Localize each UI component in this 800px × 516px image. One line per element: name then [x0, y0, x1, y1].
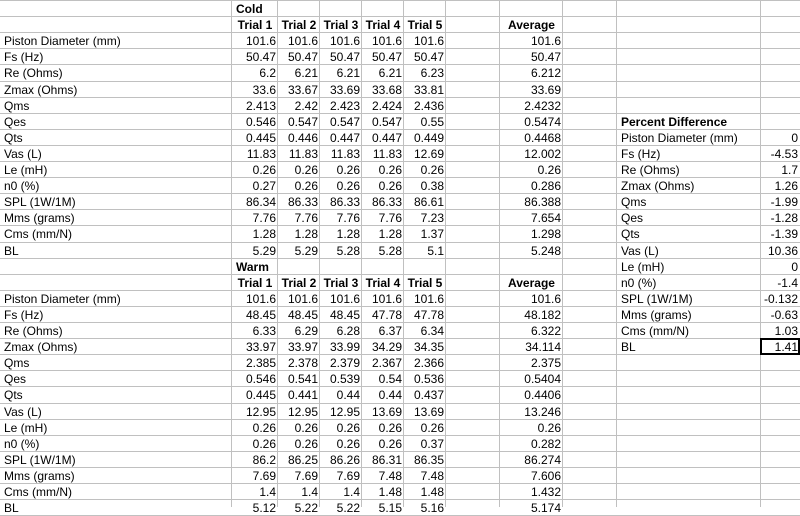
warm-cell[interactable]: 5.16	[420, 501, 444, 515]
warm-cell[interactable]: 0.437	[413, 388, 444, 402]
warm-cell[interactable]: 0.44	[336, 388, 360, 402]
cold-cell[interactable]: 11.83	[330, 147, 360, 161]
percent-difference-value[interactable]: 1.41	[774, 340, 798, 354]
cold-cell[interactable]: 6.21	[336, 66, 360, 80]
cold-cell[interactable]: 0.547	[371, 115, 402, 129]
warm-cell[interactable]: 1.4	[343, 485, 360, 499]
cold-row-label: Zmax (Ohms)	[4, 83, 78, 97]
warm-cell[interactable]: 12.95	[245, 405, 276, 419]
cold-cell[interactable]: 50.47	[245, 50, 276, 64]
warm-cell[interactable]: 0.26	[336, 421, 360, 435]
percent-difference-value[interactable]: 1.7	[781, 163, 798, 177]
cold-cell[interactable]: 6.21	[294, 66, 318, 80]
cold-cell[interactable]: 0.27	[252, 179, 276, 193]
warm-cell[interactable]: 2.366	[413, 356, 444, 370]
cold-cell[interactable]: 6.2	[259, 66, 276, 80]
cold-average-cell[interactable]: 86.388	[524, 195, 561, 209]
warm-row-label: Zmax (Ohms)	[4, 340, 78, 354]
warm-cell[interactable]: 86.31	[371, 453, 402, 467]
warm-cell[interactable]: 0.37	[420, 437, 444, 451]
warm-row-label: Qts	[4, 388, 23, 402]
cold-average-cell[interactable]: 0.26	[537, 163, 561, 177]
cold-average-cell[interactable]: 0.286	[530, 179, 561, 193]
cold-cell[interactable]: 1.37	[420, 227, 444, 241]
warm-row-label: Cms (mm/N)	[4, 485, 72, 499]
warm-row-label: Mms (grams)	[4, 469, 75, 483]
cold-average-header: Average	[508, 18, 555, 32]
percent-difference-label: Fs (Hz)	[621, 147, 661, 161]
cold-cell[interactable]: 50.47	[413, 50, 444, 64]
warm-cell[interactable]: 34.29	[371, 340, 402, 354]
warm-cell[interactable]: 2.367	[371, 356, 402, 370]
cold-average-cell[interactable]: 1.298	[530, 227, 561, 241]
cold-average-cell[interactable]: 5.248	[530, 244, 561, 258]
warm-row-label: BL	[4, 501, 19, 515]
warm-row-label: Qes	[4, 372, 27, 386]
percent-difference-value[interactable]: 0	[791, 131, 798, 145]
warm-cell[interactable]: 13.69	[413, 405, 444, 419]
percent-difference-label: Qts	[621, 227, 640, 241]
cold-cell[interactable]: 2.424	[371, 99, 402, 113]
cold-cell[interactable]: 0.26	[336, 179, 360, 193]
warm-cell[interactable]: 86.25	[287, 453, 318, 467]
cold-cell[interactable]: 86.61	[413, 195, 444, 209]
cold-average-cell[interactable]: 33.69	[530, 83, 561, 97]
warm-average-cell[interactable]: 34.114	[525, 340, 561, 354]
warm-average-cell[interactable]: 2.375	[530, 356, 561, 370]
percent-difference-label: Piston Diameter (mm)	[621, 131, 738, 145]
cold-cell[interactable]: 101.6	[413, 34, 444, 48]
percent-difference-value[interactable]: 10.36	[767, 244, 798, 258]
cold-row-label: SPL (1W/1M)	[4, 195, 76, 209]
warm-cell[interactable]: 1.4	[259, 485, 276, 499]
warm-cell[interactable]: 48.45	[245, 308, 276, 322]
warm-cell[interactable]: 0.26	[294, 437, 318, 451]
warm-title: Warm	[236, 260, 269, 274]
warm-cell[interactable]: 0.26	[252, 437, 276, 451]
cold-cell[interactable]: 7.76	[294, 211, 318, 225]
warm-row-label: Re (Ohms)	[4, 324, 63, 338]
cold-cell[interactable]: 86.33	[329, 195, 360, 209]
warm-cell[interactable]: 7.69	[252, 469, 276, 483]
warm-cell[interactable]: 5.15	[378, 501, 402, 515]
warm-average-cell[interactable]: 86.274	[524, 453, 561, 467]
cold-row-label: Cms (mm/N)	[4, 227, 72, 241]
cold-cell[interactable]: 0.26	[294, 163, 318, 177]
cold-cell[interactable]: 1.28	[378, 227, 402, 241]
warm-average-cell[interactable]: 6.322	[530, 324, 561, 338]
warm-cell[interactable]: 6.37	[378, 324, 402, 338]
warm-average-cell[interactable]: 48.182	[524, 308, 561, 322]
cold-average-cell[interactable]: 101.6	[530, 34, 561, 48]
warm-cell[interactable]: 86.35	[413, 453, 444, 467]
warm-cell[interactable]: 2.378	[287, 356, 318, 370]
cold-title: Cold	[236, 2, 263, 16]
cold-cell[interactable]: 86.34	[245, 195, 276, 209]
warm-cell[interactable]: 0.445	[245, 388, 276, 402]
cold-average-cell[interactable]: 2.4232	[524, 99, 561, 113]
cold-cell[interactable]: 86.33	[371, 195, 402, 209]
warm-average-cell[interactable]: 7.606	[530, 469, 561, 483]
percent-difference-value[interactable]: -1.99	[770, 195, 798, 209]
cold-cell[interactable]: 2.436	[413, 99, 444, 113]
cold-cell[interactable]: 0.26	[336, 163, 360, 177]
cold-cell[interactable]: 5.28	[378, 244, 402, 258]
cold-average-cell[interactable]: 12.002	[524, 147, 561, 161]
percent-difference-label: SPL (1W/1M)	[621, 292, 693, 306]
cold-row-label: Le (mH)	[4, 163, 48, 177]
cold-cell[interactable]: 0.38	[420, 179, 444, 193]
percent-difference-value[interactable]: -1.28	[770, 211, 798, 225]
cold-average-cell[interactable]: 6.212	[530, 66, 561, 80]
warm-cell[interactable]: 0.44	[378, 388, 402, 402]
cold-cell[interactable]: 0.445	[245, 131, 276, 145]
warm-cell[interactable]: 2.379	[329, 356, 360, 370]
percent-difference-title: Percent Difference	[621, 115, 728, 129]
warm-average-cell[interactable]: 101.6	[530, 292, 561, 306]
cold-cell[interactable]: 6.23	[420, 66, 444, 80]
cold-cell[interactable]: 5.1	[427, 244, 444, 258]
cold-row-label: n0 (%)	[4, 179, 40, 193]
cold-cell[interactable]: 101.6	[329, 34, 360, 48]
warm-average-cell[interactable]: 13.246	[524, 405, 561, 419]
percent-difference-label: Le (mH)	[621, 260, 665, 274]
percent-difference-label: Mms (grams)	[621, 308, 692, 322]
cold-cell[interactable]: 0.26	[378, 163, 402, 177]
percent-difference-label: Qes	[621, 211, 644, 225]
cold-cell[interactable]: 101.6	[287, 34, 318, 48]
warm-cell[interactable]: 7.69	[336, 469, 360, 483]
warm-cell[interactable]: 5.22	[294, 501, 318, 515]
cold-cell[interactable]: 12.69	[413, 147, 444, 161]
warm-cell[interactable]: 2.385	[245, 356, 276, 370]
percent-difference-value[interactable]: -0.132	[763, 292, 798, 306]
warm-cell[interactable]: 101.6	[245, 292, 276, 306]
warm-cell[interactable]: 0.26	[294, 421, 318, 435]
cold-trial-header: Trial 5	[407, 18, 443, 32]
warm-row-label: n0 (%)	[4, 437, 40, 451]
cold-cell[interactable]: 0.446	[287, 131, 318, 145]
cold-cell[interactable]: 5.29	[294, 244, 318, 258]
warm-cell[interactable]: 6.28	[336, 324, 360, 338]
cold-cell[interactable]: 11.83	[288, 147, 318, 161]
percent-difference-label: Re (Ohms)	[621, 163, 680, 177]
warm-cell[interactable]: 0.26	[420, 421, 444, 435]
cold-cell[interactable]: 0.26	[252, 163, 276, 177]
cold-cell[interactable]: 1.28	[294, 227, 318, 241]
warm-average-cell[interactable]: 0.26	[537, 421, 561, 435]
cold-cell[interactable]: 33.67	[287, 83, 318, 97]
warm-trial-header: Trial 2	[281, 276, 317, 290]
percent-difference-label: BL	[621, 340, 636, 354]
cold-cell[interactable]: 50.47	[287, 50, 318, 64]
warm-cell[interactable]: 47.78	[371, 308, 402, 322]
cold-cell[interactable]: 7.23	[420, 211, 444, 225]
cold-cell[interactable]: 6.21	[378, 66, 402, 80]
cold-row-label: Fs (Hz)	[4, 50, 44, 64]
warm-average-cell[interactable]: 5.174	[530, 501, 561, 515]
warm-cell[interactable]: 7.48	[378, 469, 402, 483]
cold-row-label: Piston Diameter (mm)	[4, 34, 121, 48]
warm-average-cell[interactable]: 0.4406	[524, 388, 561, 402]
cold-cell[interactable]: 7.76	[378, 211, 402, 225]
cold-cell[interactable]: 1.28	[336, 227, 360, 241]
warm-trial-header: Trial 3	[323, 276, 359, 290]
cold-average-cell[interactable]: 7.654	[530, 211, 561, 225]
warm-cell[interactable]: 7.48	[420, 469, 444, 483]
cold-row-label: Qts	[4, 131, 23, 145]
cold-trial-header: Trial 3	[323, 18, 359, 32]
warm-row-label: Le (mH)	[4, 421, 48, 435]
cold-cell[interactable]: 0.547	[287, 115, 318, 129]
cold-cell[interactable]: 7.76	[252, 211, 276, 225]
cold-row-label: Re (Ohms)	[4, 66, 63, 80]
warm-cell[interactable]: 0.26	[336, 437, 360, 451]
cold-cell[interactable]: 101.6	[371, 34, 402, 48]
row-gridline	[0, 0, 800, 1]
cold-cell[interactable]: 2.423	[329, 99, 360, 113]
warm-cell[interactable]: 47.78	[413, 308, 444, 322]
cold-cell[interactable]: 0.26	[294, 179, 318, 193]
warm-cell[interactable]: 0.26	[378, 421, 402, 435]
warm-row-label: Piston Diameter (mm)	[4, 292, 121, 306]
percent-difference-value[interactable]: 0	[791, 260, 798, 274]
percent-difference-label: Vas (L)	[621, 244, 659, 258]
cold-cell[interactable]: 50.47	[371, 50, 402, 64]
cold-row-label: Vas (L)	[4, 147, 42, 161]
warm-cell[interactable]: 0.54	[378, 372, 402, 386]
cold-cell[interactable]: 0.449	[413, 131, 444, 145]
cold-row-label: Qms	[4, 99, 30, 113]
warm-cell[interactable]: 0.541	[287, 372, 318, 386]
warm-cell[interactable]: 13.69	[371, 405, 402, 419]
percent-difference-value[interactable]: 1.03	[774, 324, 798, 338]
cold-cell[interactable]: 101.6	[245, 34, 276, 48]
cold-trial-header: Trial 4	[365, 18, 401, 32]
cold-cell[interactable]: 33.81	[413, 83, 444, 97]
warm-cell[interactable]: 33.97	[287, 340, 318, 354]
warm-cell[interactable]: 0.26	[378, 437, 402, 451]
cold-cell[interactable]: 5.28	[336, 244, 360, 258]
warm-row-label: SPL (1W/1M)	[4, 453, 76, 467]
cold-cell[interactable]: 7.76	[336, 211, 360, 225]
cold-row-label: BL	[4, 244, 19, 258]
warm-cell[interactable]: 86.2	[252, 453, 276, 467]
percent-difference-value[interactable]: -4.53	[770, 147, 798, 161]
cold-cell[interactable]: 50.47	[329, 50, 360, 64]
percent-difference-label: n0 (%)	[621, 276, 657, 290]
cold-cell[interactable]: 0.547	[329, 115, 360, 129]
cold-cell[interactable]: 86.33	[287, 195, 318, 209]
warm-cell[interactable]: 0.546	[245, 372, 276, 386]
warm-cell[interactable]: 1.4	[301, 485, 318, 499]
percent-difference-value[interactable]: -1.39	[770, 227, 798, 241]
warm-cell[interactable]: 6.29	[294, 324, 318, 338]
percent-difference-label: Qms	[621, 195, 647, 209]
warm-row-label: Qms	[4, 356, 30, 370]
warm-cell[interactable]: 12.95	[329, 405, 360, 419]
warm-cell[interactable]: 6.33	[252, 324, 276, 338]
warm-cell[interactable]: 0.539	[329, 372, 360, 386]
warm-cell[interactable]: 34.35	[413, 340, 444, 354]
cold-row-label: Qes	[4, 115, 27, 129]
warm-cell[interactable]: 0.441	[287, 388, 318, 402]
cold-row-label: Mms (grams)	[4, 211, 75, 225]
cold-trial-header: Trial 2	[281, 18, 317, 32]
percent-difference-value[interactable]: -0.63	[770, 308, 798, 322]
cold-cell[interactable]: 5.29	[252, 244, 276, 258]
warm-cell[interactable]: 101.6	[329, 292, 360, 306]
warm-cell[interactable]: 7.69	[294, 469, 318, 483]
percent-difference-value[interactable]: -1.4	[777, 276, 798, 290]
cold-cell[interactable]: 0.447	[371, 131, 402, 145]
warm-cell[interactable]: 101.6	[413, 292, 444, 306]
cold-cell[interactable]: 11.83	[372, 147, 402, 161]
cold-cell[interactable]: 2.413	[245, 99, 276, 113]
cold-cell[interactable]: 0.447	[329, 131, 360, 145]
warm-cell[interactable]: 33.99	[329, 340, 360, 354]
cold-cell[interactable]: 33.68	[371, 83, 402, 97]
cold-cell[interactable]: 0.55	[420, 115, 444, 129]
warm-average-cell[interactable]: 0.5404	[524, 372, 561, 386]
cold-cell[interactable]: 0.26	[378, 179, 402, 193]
cold-cell[interactable]: 11.83	[246, 147, 276, 161]
warm-trial-header: Trial 4	[365, 276, 401, 290]
cold-cell[interactable]: 2.42	[294, 99, 318, 113]
cold-cell[interactable]: 33.69	[329, 83, 360, 97]
warm-cell[interactable]: 1.48	[420, 485, 444, 499]
warm-row-label: Fs (Hz)	[4, 308, 44, 322]
warm-cell[interactable]: 48.45	[287, 308, 318, 322]
warm-average-cell[interactable]: 0.282	[530, 437, 561, 451]
percent-difference-label: Zmax (Ohms)	[621, 179, 695, 193]
warm-trial-header: Trial 1	[237, 276, 273, 290]
cold-cell[interactable]: 0.26	[420, 163, 444, 177]
warm-trial-header: Trial 5	[407, 276, 443, 290]
warm-cell[interactable]: 1.48	[378, 485, 402, 499]
warm-cell[interactable]: 5.12	[252, 501, 276, 515]
warm-cell[interactable]: 5.22	[336, 501, 360, 515]
warm-cell[interactable]: 12.95	[287, 405, 318, 419]
cold-cell[interactable]: 0.546	[245, 115, 276, 129]
cold-cell[interactable]: 33.6	[252, 83, 276, 97]
cold-average-cell[interactable]: 50.47	[530, 50, 561, 64]
warm-cell[interactable]: 6.34	[420, 324, 444, 338]
warm-cell[interactable]: 48.45	[329, 308, 360, 322]
percent-difference-label: Cms (mm/N)	[621, 324, 689, 338]
warm-average-header: Average	[508, 276, 555, 290]
warm-cell[interactable]: 101.6	[371, 292, 402, 306]
cold-average-cell[interactable]: 0.5474	[524, 115, 561, 129]
warm-average-cell[interactable]: 1.432	[530, 485, 561, 499]
cold-average-cell[interactable]: 0.4468	[524, 131, 561, 145]
warm-cell[interactable]: 101.6	[287, 292, 318, 306]
warm-cell[interactable]: 86.26	[329, 453, 360, 467]
warm-cell[interactable]: 33.97	[245, 340, 276, 354]
cold-cell[interactable]: 1.28	[252, 227, 276, 241]
warm-cell[interactable]: 0.26	[252, 421, 276, 435]
percent-difference-value[interactable]: 1.26	[774, 179, 798, 193]
warm-cell[interactable]: 0.536	[413, 372, 444, 386]
warm-row-label: Vas (L)	[4, 405, 42, 419]
cold-trial-header: Trial 1	[237, 18, 273, 32]
